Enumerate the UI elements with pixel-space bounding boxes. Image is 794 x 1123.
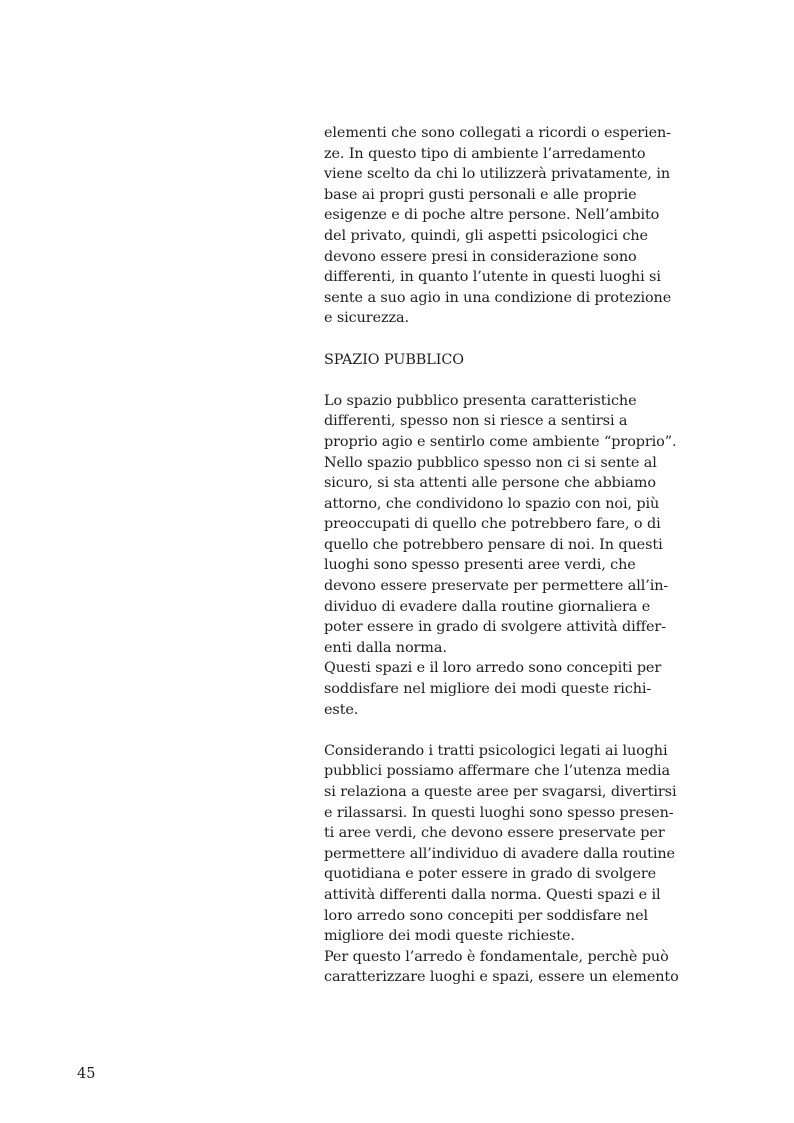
text-line: Nello spazio pubblico spesso non ci si sente al: [324, 454, 657, 471]
text-line: differenti, spesso non si riesce a sentirsi a: [324, 413, 628, 430]
text-line: caratterizzare luoghi e spazi, essere un elemento: [324, 969, 679, 986]
paragraph-spacer: [324, 329, 670, 350]
text-line: poter essere in grado di svolgere attività differ-: [324, 619, 666, 636]
paragraph-spacer: [324, 370, 670, 391]
text-line: migliore dei modi queste richieste.: [324, 928, 575, 945]
text-line: luoghi sono spesso presenti aree verdi, che: [324, 557, 636, 574]
paragraph-tratti-psicologici: [324, 741, 679, 988]
text-column: [324, 123, 679, 988]
text-line: quotidiana e poter essere in grado di svolgere: [324, 866, 657, 883]
text-line: elementi che sono collegati a ricordi o esperien-: [324, 125, 671, 141]
text-line: soddisfare nel migliore dei modi queste richi-: [324, 681, 652, 698]
text-line: viene scelto da chi lo utilizzerà privatamente, in: [324, 166, 670, 183]
page-number: 45: [77, 1066, 96, 1082]
text-line: si relaziona a queste aree per svagarsi, divertirsi: [324, 784, 677, 800]
paragraph-spacer: [324, 720, 670, 741]
text-line: esigenze e di poche altre persone. Nell’ambito: [324, 207, 660, 224]
text-line: Per questo l’arredo è fondamentale, perchè può: [324, 948, 669, 965]
text-line: attorno, che condividono lo spazio con noi, più: [324, 495, 660, 512]
text-line: e sicurezza.: [324, 310, 409, 327]
text-line: Considerando i tratti psicologici legati ai luoghi: [324, 742, 668, 759]
text-line: attività differenti dalla norma. Questi spazi e il: [324, 886, 661, 903]
text-line: este.: [324, 701, 359, 718]
text-line: proprio agio e sentirlo come ambiente “proprio”.: [324, 433, 677, 450]
text-line: Lo spazio pubblico presenta caratteristiche: [324, 392, 637, 409]
section-heading: [324, 350, 670, 371]
text-line: ze. In questo tipo di ambiente l’arredamento: [324, 145, 646, 162]
section-heading-text: SPAZIO PUBBLICO: [324, 351, 464, 368]
paragraph-spazio-pubblico: [324, 391, 677, 721]
text-line: sente a suo agio in una condizione di protezione: [324, 289, 672, 306]
text-line: Questi spazi e il loro arredo sono concepiti per: [324, 660, 662, 677]
text-line: base ai propri gusti personali e alle proprie: [324, 186, 637, 203]
text-line: loro arredo sono concepiti per soddisfare nel: [324, 907, 648, 924]
text-line: quello che potrebbero pensare di noi. In questi: [324, 536, 663, 553]
text-line: dividuo di evadere dalla routine giornaliera e: [324, 598, 651, 615]
text-line: permettere all’individuo di avadere dalla routine: [324, 845, 675, 862]
text-line: e rilassarsi. In questi luoghi sono spesso presen-: [324, 804, 674, 821]
text-line: del privato, quindi, gli aspetti psicologici che: [324, 227, 648, 244]
text-line: enti dalla norma.: [324, 639, 447, 656]
text-line: pubblici possiamo affermare che l’utenza media: [324, 763, 671, 780]
text-line: devono essere presi in considerazione sono: [324, 248, 637, 265]
text-line: preoccupati di quello che potrebbero fare, o di: [324, 516, 661, 533]
text-line: ti aree verdi, che devono essere preservate per: [324, 825, 665, 842]
text-line: devono essere preservate per permettere all’in-: [324, 578, 669, 595]
text-line: differenti, in quanto l’utente in questi luoghi si: [324, 269, 661, 286]
text-line: sicuro, si sta attenti alle persone che abbiamo: [324, 475, 656, 492]
paragraph-spazio-privato: [324, 123, 670, 329]
